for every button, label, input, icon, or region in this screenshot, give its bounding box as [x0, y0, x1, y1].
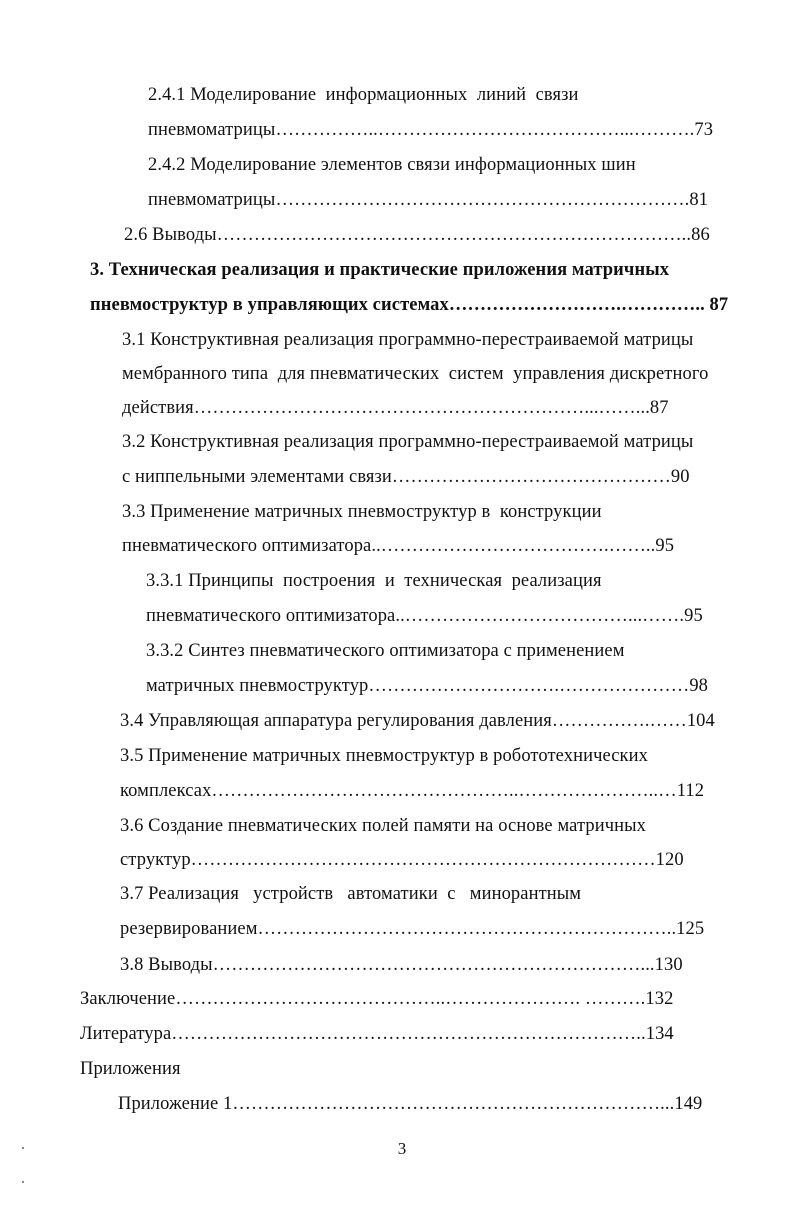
scan-speck: [22, 1181, 24, 1183]
toc-entry-3-1-page: действия………………………………………………………...……...87: [122, 398, 669, 418]
toc-entry-literature: Литература…………………………………………………………………..134: [80, 1024, 674, 1044]
toc-entry-3-8: 3.8 Выводы……………………………………………………………...130: [120, 955, 683, 975]
toc-entry-3-1-line1: 3.1 Конструктивная реализация программно-перестраиваемой матрицы: [122, 330, 694, 350]
toc-entry-3-1-line2: мембранного типа для пневматических систем управления дискретного: [122, 364, 709, 384]
toc-entry-3-5-title: 3.5 Применение матричных пневмоструктур в робототехнических: [120, 746, 649, 766]
toc-entry-3-3-1-title: 3.3.1 Принципы построения и техническая реализация: [146, 571, 602, 591]
toc-entry-3-6-page: структур…………………………………………………………………120: [120, 850, 684, 870]
toc-entry-2-4-2-page: пневмоматрицы………………………………………………………….81: [148, 190, 709, 210]
toc-entry-2-4-1-page: пневмоматрицы……………..…………………………………...……….73: [148, 120, 714, 140]
toc-entry-3-7-page: резервированием…………………………………………………………..125: [120, 919, 705, 939]
toc-entry-3-5-page: комплексах…………………………………………..…………………..…112: [120, 781, 705, 801]
toc-entry-3-6-title: 3.6 Создание пневматических полей памяти на основе матричных: [120, 816, 646, 836]
toc-entry-appendices: Приложения: [80, 1059, 181, 1079]
toc-entry-2-6: 2.6 Выводы…………………………………………………………………..86: [124, 225, 710, 245]
toc-entry-3-3-2-page: матричных пневмоструктур………………………….…………………98: [146, 676, 709, 696]
toc-entry-3-3-title: 3.3 Применение матричных пневмоструктур в конструкции: [122, 502, 602, 522]
toc-entry-conclusion: Заключение……………………………………..…………………. ……….132: [80, 989, 674, 1009]
toc-entry-3-3-page: пневматического оптимизатора..……………………………….……..95: [122, 536, 675, 556]
toc-entry-3-7-title: 3.7 Реализация устройств автоматики с минорантным: [120, 884, 582, 904]
toc-entry-2-4-1-title: 2.4.1 Моделирование информационных линий связи: [148, 85, 579, 105]
toc-entry-3-4: 3.4 Управляющая аппаратура регулирования давления…………….……104: [120, 711, 715, 731]
page-number: 3: [397, 1139, 407, 1158]
toc-entry-3-2-title: 3.2 Конструктивная реализация программно-перестраиваемой матрицы: [122, 432, 694, 452]
toc-chapter-3-title: 3. Техническая реализация и практические приложения матричных: [90, 260, 670, 280]
toc-entry-3-2-page: с ниппельными элементами связи………………………………………90: [122, 467, 690, 487]
toc-chapter-3-page: пневмоструктур в управляющих системах……………………….………….. 87: [90, 295, 729, 315]
toc-entry-appendix-1: Приложение 1……………………………………………………………...149: [118, 1094, 703, 1114]
scan-speck: [22, 1147, 24, 1149]
toc-entry-2-4-2-title: 2.4.2 Моделирование элементов связи информационных шин: [148, 155, 636, 175]
toc-entry-3-3-2-title: 3.3.2 Синтез пневматического оптимизатора с применением: [146, 641, 625, 661]
toc-entry-3-3-1-page: пневматического оптимизатора..………………………………...…….95: [146, 606, 703, 626]
